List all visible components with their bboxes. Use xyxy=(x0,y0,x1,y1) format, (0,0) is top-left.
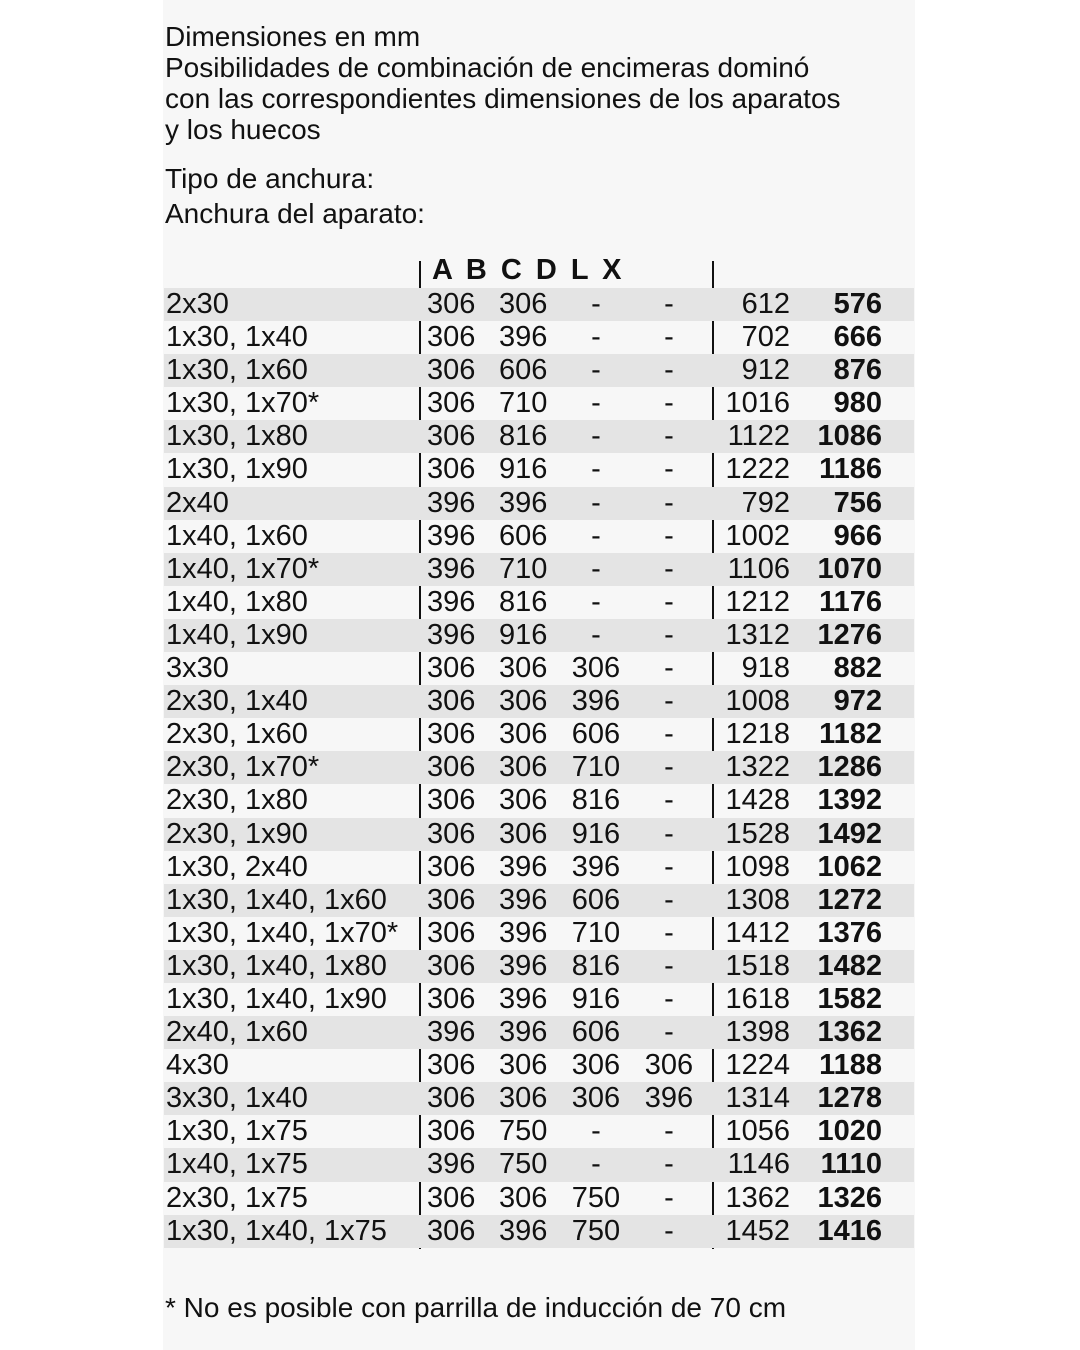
cutout-width-cell: 882 xyxy=(833,652,882,685)
appliance-width-cell: 1056 xyxy=(725,1115,790,1148)
dim-c-cell: 306 xyxy=(571,1049,621,1082)
cutout-width-cell: 1276 xyxy=(817,618,882,651)
dim-b-cell: 306 xyxy=(499,784,548,817)
table-row xyxy=(164,652,914,685)
table-row xyxy=(164,1115,914,1148)
dim-a-cell: 396 xyxy=(427,486,476,519)
combination-cell: 1x30, 1x90 xyxy=(166,453,308,486)
table-row xyxy=(164,950,914,983)
dim-a-cell: 306 xyxy=(427,1115,476,1148)
dim-a-cell: 306 xyxy=(427,1049,476,1082)
appliance-width-cell: 912 xyxy=(741,354,790,387)
combination-cell: 2x40, 1x60 xyxy=(166,1016,308,1049)
table-row xyxy=(164,354,914,387)
dim-d-cell: - xyxy=(664,420,674,453)
dim-a-cell: 306 xyxy=(427,784,476,817)
dim-d-cell: - xyxy=(664,321,674,354)
dim-b-cell: 710 xyxy=(499,552,548,585)
intro-text xyxy=(165,21,841,145)
cutout-width-cell: 966 xyxy=(833,519,882,552)
dim-c-cell: - xyxy=(591,387,601,420)
dim-c-cell: - xyxy=(591,453,601,486)
dim-c-cell: - xyxy=(591,1115,601,1148)
dim-a-cell: 306 xyxy=(427,949,476,982)
dim-c-cell: - xyxy=(591,519,601,552)
dim-a-cell: 396 xyxy=(427,552,476,585)
dim-b-cell: 816 xyxy=(499,585,548,618)
dim-d-cell: - xyxy=(664,585,674,618)
cutout-width-cell: 1286 xyxy=(817,751,882,784)
dim-d-cell: - xyxy=(664,652,674,685)
cutout-width-cell: 576 xyxy=(833,288,882,320)
table-row xyxy=(164,619,914,652)
dim-a-cell: 306 xyxy=(427,817,476,850)
dim-a-cell: 396 xyxy=(427,519,476,552)
dim-d-cell: - xyxy=(664,982,674,1015)
dim-b-cell: 306 xyxy=(499,1082,548,1115)
dim-b-cell: 750 xyxy=(499,1148,548,1181)
anchura-label: Anchura del aparato: xyxy=(165,198,425,229)
cutout-width-cell: 1392 xyxy=(817,784,882,817)
table-row xyxy=(164,1049,914,1082)
table-row xyxy=(164,1215,914,1248)
cutout-width-cell: 980 xyxy=(833,387,882,420)
dim-d-cell: - xyxy=(664,850,674,883)
appliance-width-cell: 1002 xyxy=(725,519,790,552)
combination-cell: 3x30 xyxy=(166,652,229,685)
table-row xyxy=(164,420,914,453)
appliance-width-cell: 1098 xyxy=(725,850,790,883)
dim-c-cell: - xyxy=(591,321,601,354)
dim-b-cell: 396 xyxy=(499,1016,548,1049)
appliance-width-cell: 1528 xyxy=(725,817,790,850)
cutout-width-cell: 972 xyxy=(833,685,882,718)
dim-c-cell: 306 xyxy=(571,652,621,685)
dim-a-cell: 306 xyxy=(427,982,476,1015)
appliance-width-cell: 918 xyxy=(741,652,790,685)
combination-cell: 1x30, 1x80 xyxy=(166,420,308,453)
combination-cell: 2x30 xyxy=(166,288,229,320)
appliance-width-cell: 1016 xyxy=(725,387,790,420)
dim-d-cell: - xyxy=(664,949,674,982)
appliance-width-cell: 1106 xyxy=(727,552,790,585)
dim-d-cell: - xyxy=(664,1148,674,1181)
appliance-width-cell: 702 xyxy=(741,321,790,354)
dim-a-cell: 396 xyxy=(427,618,476,651)
dim-c-cell: 396 xyxy=(571,685,621,718)
dim-b-cell: 306 xyxy=(499,1049,548,1082)
combination-cell: 2x30, 1x90 xyxy=(166,817,308,850)
dim-d-cell: - xyxy=(664,354,674,387)
cutout-width-cell: 1278 xyxy=(817,1082,882,1115)
appliance-width-cell: 1314 xyxy=(725,1082,790,1115)
dim-a-cell: 306 xyxy=(427,1181,476,1214)
cutout-width-cell: 1482 xyxy=(817,949,882,982)
table-row xyxy=(164,818,914,851)
table-row xyxy=(164,487,914,520)
dim-c-cell: 916 xyxy=(571,817,621,850)
dim-b-cell: 396 xyxy=(499,850,548,883)
table-row xyxy=(164,288,914,321)
dim-d-cell: - xyxy=(664,751,674,784)
table-row xyxy=(164,586,914,619)
dim-b-cell: 916 xyxy=(499,453,548,486)
combination-cell: 2x30, 1x40 xyxy=(166,685,308,718)
dim-c-cell: 606 xyxy=(571,883,621,916)
dim-d-cell: - xyxy=(664,1016,674,1049)
dim-b-cell: 816 xyxy=(499,420,548,453)
dim-a-cell: 306 xyxy=(427,883,476,916)
appliance-width-cell: 1452 xyxy=(725,1214,790,1247)
dim-a-cell: 306 xyxy=(427,387,476,420)
dim-d-cell: 396 xyxy=(644,1082,694,1115)
dim-c-cell: 750 xyxy=(571,1181,621,1214)
cutout-width-cell: 1062 xyxy=(817,850,882,883)
table-row xyxy=(164,718,914,751)
table-row xyxy=(164,1082,914,1115)
cutout-width-cell: 1362 xyxy=(817,1016,882,1049)
dim-a-cell: 306 xyxy=(427,751,476,784)
combination-cell: 2x30, 1x75 xyxy=(166,1181,308,1214)
dim-b-cell: 396 xyxy=(499,949,548,982)
appliance-width-cell: 1362 xyxy=(725,1181,790,1214)
table-row xyxy=(164,751,914,784)
dim-b-cell: 306 xyxy=(499,817,548,850)
dim-c-cell: 710 xyxy=(571,916,621,949)
dim-d-cell: - xyxy=(664,387,674,420)
dim-a-cell: 306 xyxy=(427,850,476,883)
appliance-width-cell: 1222 xyxy=(725,453,790,486)
table-row xyxy=(164,851,914,884)
dim-d-cell: - xyxy=(664,1181,674,1214)
cutout-width-cell: 666 xyxy=(833,321,882,354)
dim-c-cell: 816 xyxy=(571,784,621,817)
combination-cell: 1x40, 1x80 xyxy=(166,585,308,618)
dim-b-cell: 916 xyxy=(499,618,548,651)
table-row xyxy=(164,685,914,718)
combination-cell: 1x30, 1x40, 1x80 xyxy=(166,949,387,982)
dim-b-cell: 306 xyxy=(499,751,548,784)
dim-b-cell: 396 xyxy=(499,982,548,1015)
dim-c-cell: - xyxy=(591,1148,601,1181)
dim-b-cell: 606 xyxy=(499,354,548,387)
combination-cell: 2x30, 1x80 xyxy=(166,784,308,817)
cutout-width-cell: 1020 xyxy=(817,1115,882,1148)
dim-c-cell: - xyxy=(591,420,601,453)
dim-c-cell: 606 xyxy=(571,718,621,751)
dim-c-cell: 710 xyxy=(571,751,621,784)
dim-d-cell: - xyxy=(664,453,674,486)
dim-d-cell: - xyxy=(664,618,674,651)
table-row xyxy=(164,884,914,917)
cutout-width-cell: 1582 xyxy=(817,982,882,1015)
intro-line-3: con las correspondientes dimensiones de los aparatos xyxy=(165,83,841,114)
combination-cell: 4x30 xyxy=(166,1049,229,1082)
combination-cell: 1x30, 1x40, 1x90 xyxy=(166,982,387,1015)
combination-cell: 1x30, 1x70* xyxy=(166,387,320,420)
dim-b-cell: 710 xyxy=(499,387,548,420)
dim-d-cell: - xyxy=(664,288,674,320)
table-row xyxy=(164,917,914,950)
dim-d-cell: - xyxy=(664,486,674,519)
combination-cell: 1x30, 1x40, 1x70* xyxy=(166,916,399,949)
appliance-width-cell: 1398 xyxy=(725,1016,790,1049)
dim-c-cell: 916 xyxy=(571,982,621,1015)
appliance-width-cell: 1412 xyxy=(725,916,790,949)
combination-cell: 2x30, 1x60 xyxy=(166,718,308,751)
combination-cell: 2x40 xyxy=(166,486,229,519)
dim-b-cell: 306 xyxy=(499,288,548,320)
appliance-width-cell: 1122 xyxy=(727,420,790,453)
dim-a-cell: 306 xyxy=(427,685,476,718)
cutout-width-cell: 1182 xyxy=(819,718,882,751)
dim-b-cell: 606 xyxy=(499,519,548,552)
dim-d-cell: - xyxy=(664,519,674,552)
combination-cell: 1x40, 1x60 xyxy=(166,519,308,552)
dim-b-cell: 306 xyxy=(499,718,548,751)
dim-a-cell: 306 xyxy=(427,718,476,751)
dim-c-cell: 750 xyxy=(571,1214,621,1247)
combination-cell: 1x30, 1x40 xyxy=(166,321,308,354)
table-row xyxy=(164,387,914,420)
appliance-width-cell: 792 xyxy=(741,486,790,519)
combination-cell: 1x30, 1x60 xyxy=(166,354,308,387)
dim-b-cell: 750 xyxy=(499,1115,548,1148)
table-row xyxy=(164,1182,914,1215)
cutout-width-cell: 1186 xyxy=(819,453,882,486)
intro-line-4: y los huecos xyxy=(165,114,321,145)
appliance-width-cell: 1518 xyxy=(725,949,790,982)
cutout-width-cell: 1070 xyxy=(817,552,882,585)
cutout-width-cell: 1086 xyxy=(817,420,882,453)
dim-c-cell: 816 xyxy=(571,949,621,982)
combination-cell: 1x30, 1x40, 1x75 xyxy=(166,1214,387,1247)
dim-c-cell: - xyxy=(591,552,601,585)
cutout-width-cell: 756 xyxy=(833,486,882,519)
dim-b-cell: 396 xyxy=(499,883,548,916)
table-row xyxy=(164,520,914,553)
dim-d-cell: - xyxy=(664,883,674,916)
dim-d-cell: - xyxy=(664,1115,674,1148)
table-row xyxy=(164,983,914,1016)
dim-a-cell: 306 xyxy=(427,288,476,320)
appliance-width-cell: 1618 xyxy=(725,982,790,1015)
dim-d-cell: 306 xyxy=(644,1049,694,1082)
dim-b-cell: 396 xyxy=(499,916,548,949)
appliance-width-cell: 1218 xyxy=(725,718,790,751)
appliance-width-cell: 1322 xyxy=(725,751,790,784)
dim-c-cell: 396 xyxy=(571,850,621,883)
dim-a-cell: 396 xyxy=(427,585,476,618)
dim-b-cell: 306 xyxy=(499,1181,548,1214)
appliance-width-cell: 1224 xyxy=(725,1049,790,1082)
dim-b-cell: 396 xyxy=(499,1214,548,1247)
appliance-width-cell: 1308 xyxy=(725,883,790,916)
dim-d-cell: - xyxy=(664,1214,674,1247)
column-header: A B C D L X xyxy=(432,254,625,286)
footnote: * No es posible con parrilla de inducción de 70 cm xyxy=(165,1292,787,1323)
dim-c-cell: - xyxy=(591,354,601,387)
dim-d-cell: - xyxy=(664,817,674,850)
dim-c-cell: - xyxy=(591,585,601,618)
dim-a-cell: 306 xyxy=(427,1214,476,1247)
cutout-width-cell: 1492 xyxy=(817,817,882,850)
table-row xyxy=(164,1148,914,1181)
dim-d-cell: - xyxy=(664,916,674,949)
table-row xyxy=(164,784,914,817)
dim-b-cell: 396 xyxy=(499,486,548,519)
appliance-width-cell: 1008 xyxy=(725,685,790,718)
combination-cell: 1x30, 2x40 xyxy=(166,850,308,883)
table-row xyxy=(164,553,914,586)
dim-a-cell: 306 xyxy=(427,420,476,453)
cutout-width-cell: 1188 xyxy=(819,1049,882,1082)
appliance-width-cell: 1146 xyxy=(727,1148,790,1181)
dim-c-cell: 306 xyxy=(571,1082,621,1115)
appliance-width-cell: 1428 xyxy=(725,784,790,817)
combination-cell: 1x40, 1x70* xyxy=(166,552,320,585)
dim-d-cell: - xyxy=(664,718,674,751)
dim-a-cell: 396 xyxy=(427,1148,476,1181)
combination-cell: 2x30, 1x70* xyxy=(166,751,320,784)
appliance-width-cell: 1212 xyxy=(725,585,790,618)
dim-b-cell: 396 xyxy=(499,321,548,354)
combination-cell: 3x30, 1x40 xyxy=(166,1082,308,1115)
dim-c-cell: 606 xyxy=(571,1016,621,1049)
intro-line-1: Dimensiones en mm xyxy=(165,21,421,52)
dim-a-cell: 306 xyxy=(427,453,476,486)
dim-a-cell: 306 xyxy=(427,916,476,949)
cutout-width-cell: 876 xyxy=(833,354,882,387)
dim-a-cell: 306 xyxy=(427,652,476,685)
combination-cell: 1x30, 1x75 xyxy=(166,1115,308,1148)
combination-table xyxy=(164,288,914,1248)
dim-d-cell: - xyxy=(664,685,674,718)
dim-c-cell: - xyxy=(591,288,601,320)
appliance-width-cell: 612 xyxy=(741,288,790,320)
combination-cell: 1x40, 1x90 xyxy=(166,618,308,651)
dim-a-cell: 306 xyxy=(427,354,476,387)
cutout-width-cell: 1326 xyxy=(817,1181,882,1214)
combination-cell: 1x30, 1x40, 1x60 xyxy=(166,883,387,916)
dim-a-cell: 396 xyxy=(427,1016,476,1049)
dim-c-cell: - xyxy=(591,618,601,651)
width-labels xyxy=(165,161,425,231)
table-row xyxy=(164,453,914,486)
dim-d-cell: - xyxy=(664,784,674,817)
cutout-width-cell: 1416 xyxy=(817,1214,882,1247)
dim-b-cell: 306 xyxy=(499,685,548,718)
table-row xyxy=(164,1016,914,1049)
tipo-label: Tipo de anchura: xyxy=(165,163,375,194)
cutout-width-cell: 1176 xyxy=(819,585,882,618)
combination-cell: 1x40, 1x75 xyxy=(166,1148,308,1181)
cutout-width-cell: 1272 xyxy=(817,883,882,916)
dim-c-cell: - xyxy=(591,486,601,519)
cutout-width-cell: 1376 xyxy=(817,916,882,949)
dim-a-cell: 306 xyxy=(427,321,476,354)
dim-b-cell: 306 xyxy=(499,652,548,685)
dim-d-cell: - xyxy=(664,552,674,585)
appliance-width-cell: 1312 xyxy=(725,618,790,651)
cutout-width-cell: 1110 xyxy=(820,1148,882,1181)
table-row xyxy=(164,321,914,354)
dim-a-cell: 306 xyxy=(427,1082,476,1115)
intro-line-2: Posibilidades de combinación de encimeras dominó xyxy=(165,52,810,83)
